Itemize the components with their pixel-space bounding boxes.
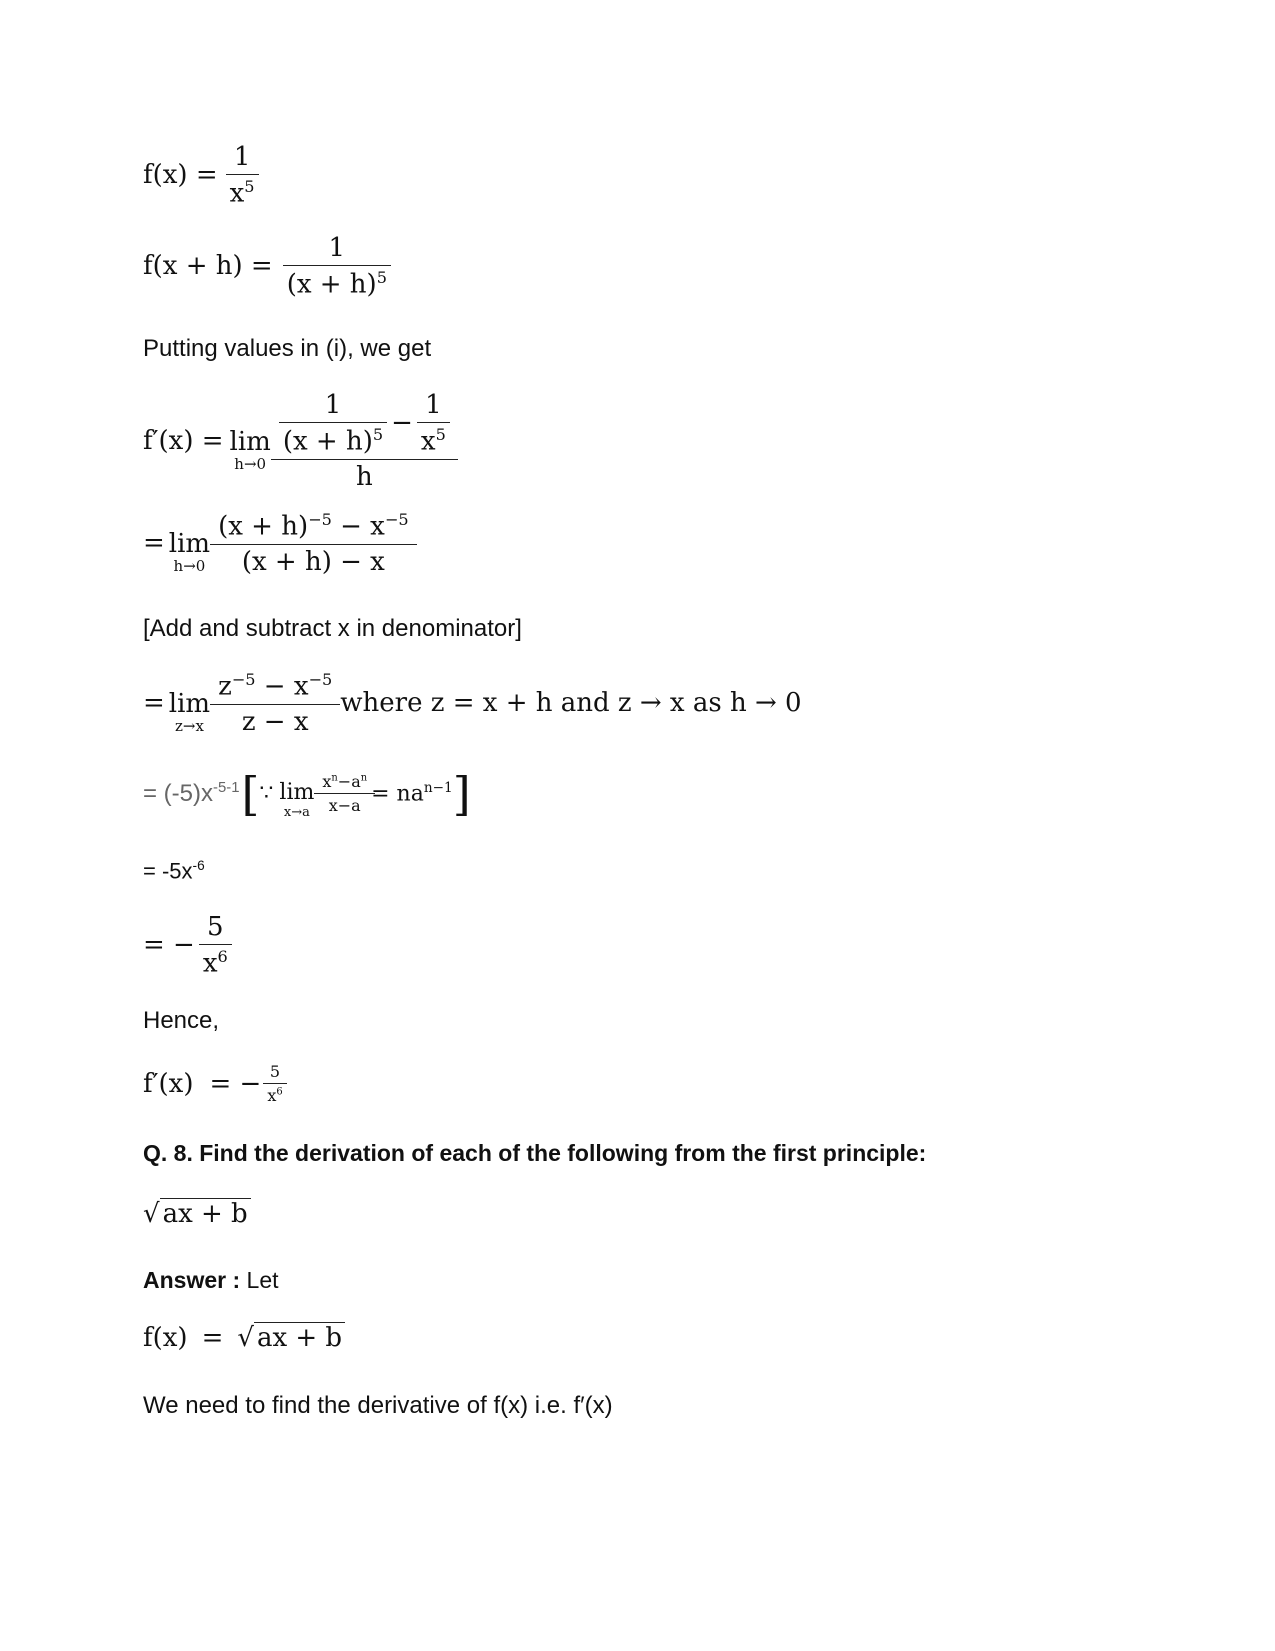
- denominator: x−a: [314, 793, 375, 815]
- eq-lhs: f(x + h) =: [143, 251, 273, 282]
- numerator: 1: [425, 390, 442, 420]
- bracket-close: ]: [452, 766, 471, 821]
- num-exp-b: −5: [308, 670, 333, 689]
- fraction: [318, 772, 371, 815]
- limit: [168, 688, 211, 735]
- equation-fx: [143, 142, 259, 209]
- numerator: [214, 510, 413, 544]
- where-clause: where z = x + h and z → x as h → 0: [340, 688, 802, 719]
- eq-lhs: f′(x) =: [143, 425, 224, 456]
- limit: [230, 429, 271, 472]
- fraction: [263, 1062, 286, 1105]
- answer-label: Answer :: [143, 1267, 241, 1293]
- num-a: x: [322, 772, 332, 791]
- den-base: x: [202, 948, 218, 979]
- equals-minus: = −: [209, 1068, 262, 1099]
- numerator: 5: [207, 912, 224, 942]
- because-symbol: ∵: [259, 781, 274, 806]
- denominator: [226, 174, 259, 209]
- sqrt-symbol: √: [237, 1323, 254, 1353]
- equals-sign: =: [201, 1322, 224, 1353]
- fraction: [214, 510, 413, 577]
- denominator: [417, 422, 450, 457]
- fraction: [199, 912, 232, 979]
- rhs-exp: n−1: [423, 780, 453, 797]
- denominator: [283, 265, 391, 300]
- text-putting-values: Putting values in (i), we get: [143, 335, 432, 362]
- limit: [279, 782, 314, 819]
- equation-derivative-limit: [143, 390, 454, 492]
- eq-lhs: f(x) =: [143, 160, 218, 191]
- lim-sub: h→0: [173, 556, 206, 575]
- eq-lhs: f(x): [143, 1322, 188, 1353]
- denominator: [279, 422, 387, 457]
- text-add-subtract: [Add and subtract x in denominator]: [143, 615, 522, 642]
- numerator: [214, 670, 336, 704]
- base-text: = -5x: [143, 858, 193, 884]
- question-expression: [143, 1198, 251, 1229]
- den-exp: 5: [376, 268, 387, 287]
- num-exp-a: −5: [308, 510, 332, 529]
- num-mid-exp: n: [360, 772, 368, 784]
- text-hence: Hence,: [143, 1007, 220, 1034]
- numerator: [275, 390, 454, 459]
- rhs: [371, 780, 453, 806]
- lim-sub: x→a: [283, 805, 310, 820]
- equals-minus: = −: [143, 930, 195, 961]
- den-base: (x + h): [286, 269, 377, 300]
- equals-sign: =: [143, 528, 165, 559]
- fraction: [226, 142, 259, 209]
- sqrt-symbol: √: [143, 1199, 160, 1229]
- den-exp: 6: [276, 1086, 283, 1098]
- denominator: z − x: [210, 704, 340, 737]
- den-exp: 5: [435, 425, 446, 444]
- fraction: [214, 670, 336, 737]
- den-exp: 5: [244, 177, 255, 196]
- den-base: x: [229, 178, 245, 209]
- num-term-a: z: [218, 671, 232, 702]
- answer-text: Let: [240, 1267, 279, 1293]
- numerator: [318, 772, 371, 793]
- denominator: [263, 1083, 286, 1105]
- lim-word: lim: [168, 688, 211, 719]
- num-exp-b: −5: [384, 510, 409, 529]
- rhs-text: = na: [371, 781, 424, 807]
- lim-word: lim: [279, 780, 315, 805]
- denominator: (x + h) − x: [210, 544, 417, 577]
- num-term-a: (x + h): [218, 511, 309, 542]
- denominator: [199, 944, 232, 979]
- den-exp: 6: [217, 947, 228, 966]
- inner-fraction-2: [417, 390, 450, 457]
- fraction: [283, 233, 391, 300]
- text-need-derivative: We need to find the derivative of f(x) i.e. f′(x): [143, 1392, 613, 1419]
- prefix-exp: -5-1: [213, 779, 240, 796]
- sqrt-expression: [143, 1198, 251, 1229]
- equation-fxh: [143, 233, 391, 300]
- numerator: 1: [328, 233, 346, 263]
- equation-fx-sqrt: [143, 1322, 345, 1353]
- numerator: 1: [324, 390, 342, 420]
- num-term-b: − x: [255, 671, 309, 702]
- lim-word: lim: [168, 528, 211, 559]
- num-mid: −a: [337, 772, 361, 791]
- den-exp: 5: [372, 425, 384, 444]
- lim-sub: h→0: [234, 455, 267, 474]
- equation-minus5x: [143, 858, 205, 884]
- fraction: [275, 390, 454, 492]
- answer-line: [143, 1267, 279, 1294]
- sqrt-expression: [237, 1322, 345, 1353]
- equation-final-result: [143, 1062, 287, 1105]
- exponent: -6: [192, 858, 205, 873]
- radicand: ax + b: [254, 1322, 345, 1353]
- num-term-b: − x: [331, 511, 385, 542]
- numerator: 5: [269, 1062, 281, 1081]
- minus-sign: −: [391, 408, 413, 439]
- num-exp-a: −5: [231, 670, 256, 689]
- den-base: x: [267, 1086, 277, 1105]
- den-base: x: [420, 426, 436, 457]
- limit: [168, 528, 211, 575]
- denominator: h: [271, 459, 458, 492]
- equation-power-rule: [143, 768, 471, 819]
- equation-minus-5-over-x6: [143, 912, 232, 979]
- bracket-open: [: [241, 766, 260, 821]
- question-heading: Q. 8. Find the derivation of each of the following from the first principle:: [143, 1140, 927, 1166]
- inner-fraction-1: [279, 390, 387, 457]
- num-a-exp: n: [331, 772, 338, 784]
- eq-lhs: f′(x): [143, 1068, 194, 1099]
- equation-limit-step2: [143, 510, 413, 577]
- lim-sub: z→x: [174, 716, 204, 735]
- radicand: ax + b: [160, 1198, 251, 1229]
- lim-word: lim: [229, 427, 271, 458]
- prefix-text: = (-5)x: [143, 779, 214, 807]
- den-base: (x + h): [282, 426, 373, 457]
- equation-limit-z: [143, 670, 802, 737]
- prefix: [143, 780, 239, 808]
- equals-sign: =: [143, 688, 165, 719]
- numerator: 1: [233, 142, 251, 172]
